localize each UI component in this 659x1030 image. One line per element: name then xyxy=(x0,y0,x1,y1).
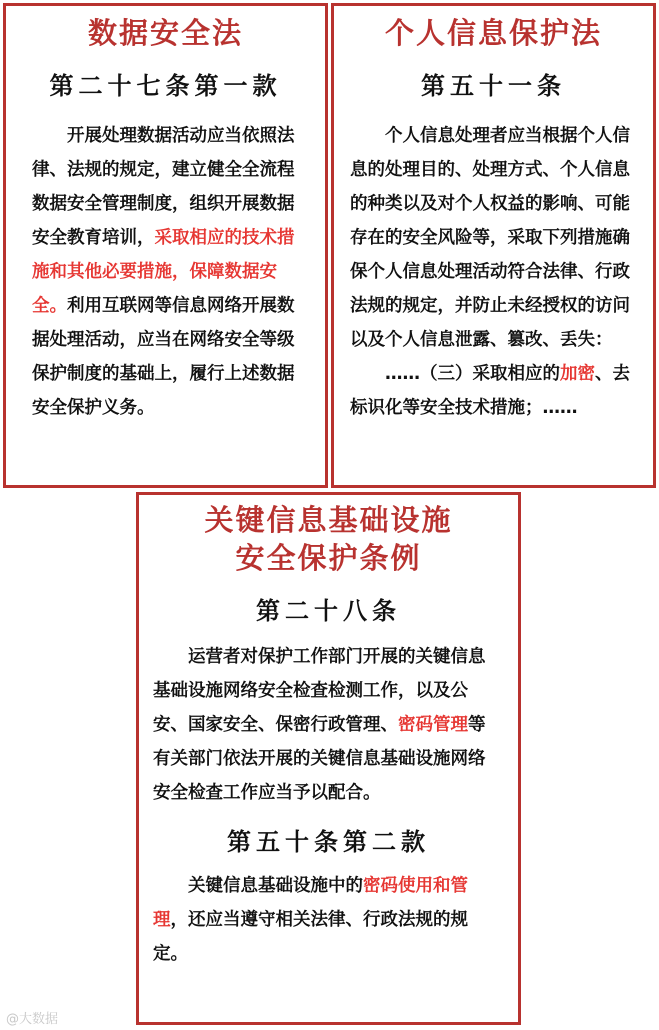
highlighted-text: 密码使用和管理 xyxy=(153,876,468,930)
panel-data-security-law xyxy=(3,3,328,488)
panel-critical-infrastructure-regulation xyxy=(136,492,521,1025)
article-text-part: 等有关部门依法开展的关键信息基础设施网络安全检查工作应当予以配合。 xyxy=(153,715,486,803)
article-text-part: 关键信息基础设施中的 xyxy=(188,876,363,896)
panel-title xyxy=(139,495,518,577)
highlighted-text: 采取相应的技术措施和其他必要措施，保障数据安全。 xyxy=(32,228,295,316)
article-heading: 第二十八条 xyxy=(256,597,401,625)
highlighted-text: 密码管理 xyxy=(398,715,468,735)
article-heading: 第五十条第二款 xyxy=(227,828,430,856)
article-text-part: 个人信息处理者应当根据个人信息的处理目的、处理方式、个人信息的种类以及对个人权益的影响、可能存在的安全风险等，采取下列措施确保个人信息处理活动符合法律、行政法规的规定，并防止未经授权的访问以及个人信息泄露、篡改、丢失： xyxy=(350,126,630,350)
article-text xyxy=(32,119,305,425)
panel-title-line: 关键信息基础设施 xyxy=(204,503,453,537)
panel-title: 个人信息保护法 xyxy=(384,16,602,50)
article-text xyxy=(153,640,502,810)
article-text xyxy=(350,119,639,425)
highlighted-text: 加密 xyxy=(560,364,595,384)
article-heading: 第五十一条 xyxy=(421,72,566,100)
article-text-part: 利用互联网等信息网络开展数据处理活动，应当在网络安全等级保护制度的基础上，履行上述数据安全保护义务。 xyxy=(32,296,295,418)
article-text-part: 、去标识化等安全技术措施；…… xyxy=(350,364,630,418)
panel-personal-info-protection-law xyxy=(331,3,656,488)
panel-title: 数据安全法 xyxy=(87,16,243,50)
watermark: @大数据 xyxy=(6,1012,59,1027)
article-text-part: 开展处理数据活动应当依照法律、法规的规定，建立健全全流程数据安全管理制度，组织开展数据安全教育培训， xyxy=(32,126,295,248)
article-heading: 第二十七条第一款 xyxy=(49,72,282,100)
panel-title-line: 安全保护条例 xyxy=(235,541,422,575)
article-text xyxy=(153,869,502,971)
article-text-part: 运营者对保护工作部门开展的关键信息基础设施网络安全检查检测工作，以及公安、国家安全、保密行政管理、 xyxy=(153,647,486,735)
article-text-part: ……（三）采取相应的 xyxy=(385,364,560,384)
article-text-part: ，还应当遵守相关法律、行政法规的规定。 xyxy=(153,910,468,964)
